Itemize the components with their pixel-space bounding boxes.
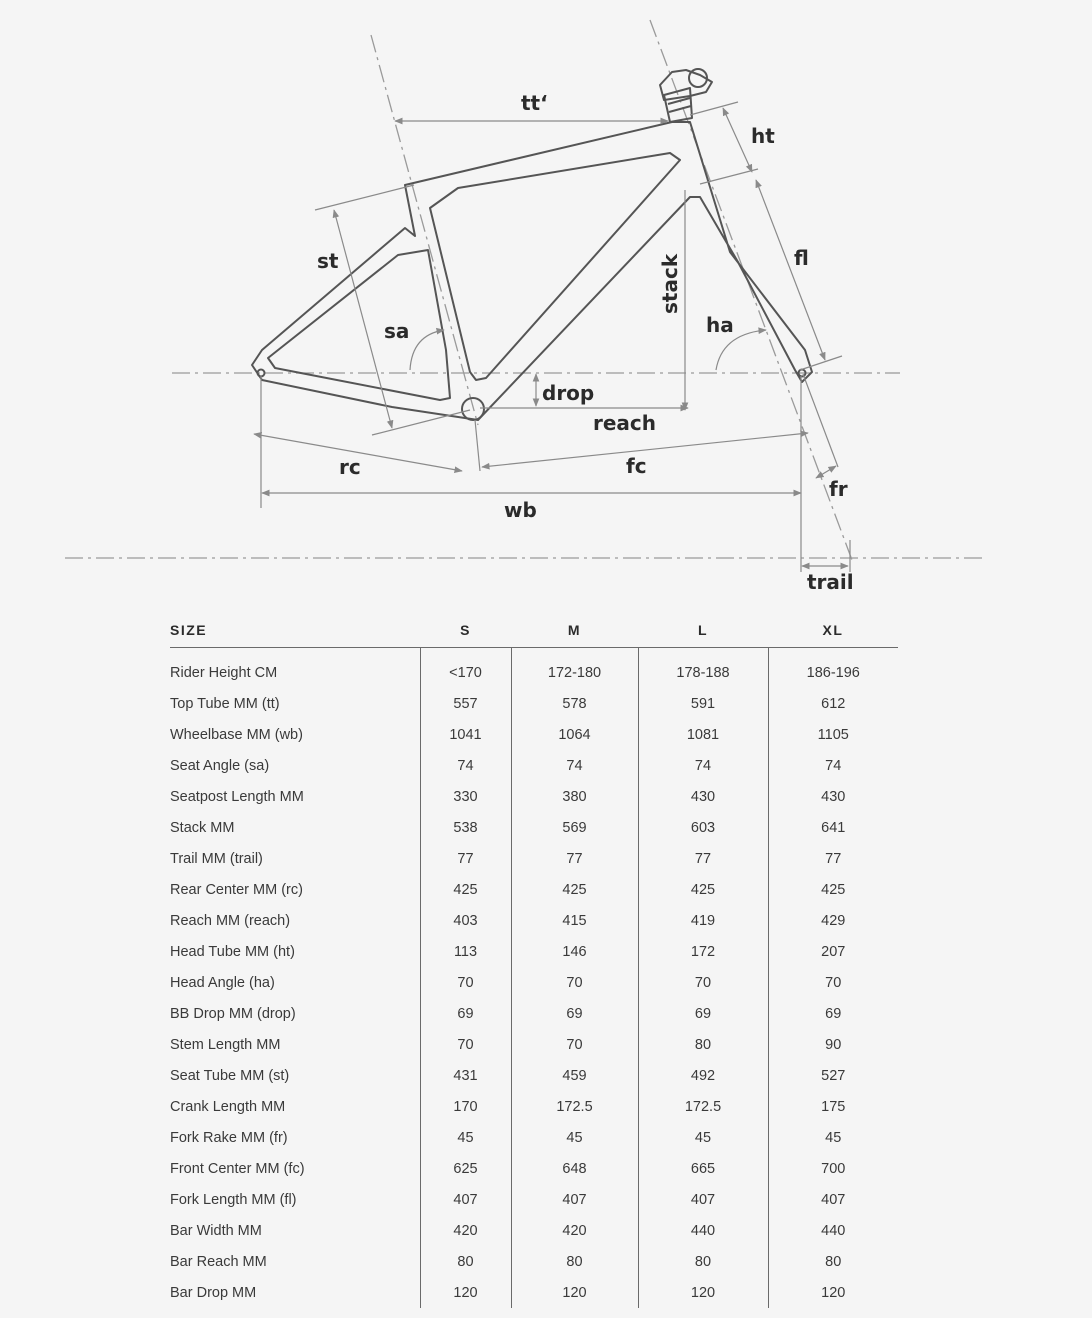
cell-s: 431	[420, 1060, 511, 1091]
cell-m: 69	[511, 998, 638, 1029]
row-label: Trail MM (trail)	[170, 850, 263, 867]
fl-line	[756, 180, 825, 360]
cell-m: 172-180	[511, 648, 638, 689]
table-body	[170, 648, 898, 1309]
cell-s: 70	[420, 967, 511, 998]
fork-offset-line	[803, 374, 838, 467]
cell-s: 69	[420, 998, 511, 1029]
cell-l: 80	[638, 1029, 768, 1060]
cell-m: 380	[511, 781, 638, 812]
cell-m: 120	[511, 1277, 638, 1308]
cell-l: 69	[638, 998, 768, 1029]
label-sa: sa	[384, 319, 410, 343]
table-row	[170, 648, 898, 689]
label-wb: wb	[504, 498, 537, 522]
cell-l: 70	[638, 967, 768, 998]
cell-s: 120	[420, 1277, 511, 1308]
cell-s: 77	[420, 843, 511, 874]
cell-l: 77	[638, 843, 768, 874]
label-trail: trail	[807, 570, 854, 594]
table-row	[170, 1215, 898, 1246]
table-row	[170, 719, 898, 750]
cell-m: 70	[511, 1029, 638, 1060]
table-row	[170, 688, 898, 719]
fl-ext-line	[800, 356, 842, 370]
cell-s: 330	[420, 781, 511, 812]
table-row	[170, 1153, 898, 1184]
row-label: Fork Length MM (fl)	[170, 1191, 297, 1208]
label-tt: tt‘	[521, 91, 548, 115]
cell-m: 80	[511, 1246, 638, 1277]
cell-xl: 425	[768, 874, 898, 905]
cell-xl: 527	[768, 1060, 898, 1091]
cell-m: 146	[511, 936, 638, 967]
cell-m: 1064	[511, 719, 638, 750]
cell-l: 1081	[638, 719, 768, 750]
row-label: Wheelbase MM (wb)	[170, 726, 303, 743]
cell-xl: 45	[768, 1122, 898, 1153]
geometry-table	[170, 612, 898, 1308]
cell-s: 625	[420, 1153, 511, 1184]
row-label: Reach MM (reach)	[170, 912, 291, 929]
row-label: Crank Length MM	[170, 1098, 286, 1115]
row-label: Bar Reach MM	[170, 1253, 267, 1270]
cell-xl: 430	[768, 781, 898, 812]
ht-line	[723, 108, 752, 172]
cell-xl: 440	[768, 1215, 898, 1246]
cell-m: 45	[511, 1122, 638, 1153]
cell-s: 557	[420, 688, 511, 719]
rear-triangle-cutout	[268, 250, 450, 400]
label-rc: rc	[339, 455, 361, 479]
cell-l: 172.5	[638, 1091, 768, 1122]
cell-m: 77	[511, 843, 638, 874]
row-label: Front Center MM (fc)	[170, 1160, 305, 1177]
cell-l: 492	[638, 1060, 768, 1091]
row-label: Seat Tube MM (st)	[170, 1067, 290, 1084]
cell-m: 578	[511, 688, 638, 719]
cell-s: 538	[420, 812, 511, 843]
table-row	[170, 1122, 898, 1153]
cell-s: 80	[420, 1246, 511, 1277]
cell-l: 178-188	[638, 648, 768, 689]
cell-l: 407	[638, 1184, 768, 1215]
cell-xl: 207	[768, 936, 898, 967]
cell-s: 45	[420, 1122, 511, 1153]
cell-xl: 429	[768, 905, 898, 936]
label-fl: fl	[794, 246, 809, 270]
cell-xl: 74	[768, 750, 898, 781]
row-label: Seat Angle (sa)	[170, 757, 270, 774]
table-row	[170, 1246, 898, 1277]
label-fr: fr	[829, 477, 848, 501]
cell-m: 407	[511, 1184, 638, 1215]
cell-s: 1041	[420, 719, 511, 750]
cell-s: 170	[420, 1091, 511, 1122]
cell-xl: 80	[768, 1246, 898, 1277]
table-row	[170, 812, 898, 843]
table-row	[170, 1091, 898, 1122]
cell-m: 415	[511, 905, 638, 936]
cell-m: 70	[511, 967, 638, 998]
table-row	[170, 750, 898, 781]
table-row	[170, 874, 898, 905]
table-row	[170, 967, 898, 998]
cell-xl: 175	[768, 1091, 898, 1122]
row-label: Fork Rake MM (fr)	[170, 1129, 288, 1146]
row-label: Head Angle (ha)	[170, 974, 275, 991]
cell-l: 665	[638, 1153, 768, 1184]
row-label: Seatpost Length MM	[170, 788, 304, 805]
cell-m: 425	[511, 874, 638, 905]
table-row	[170, 936, 898, 967]
row-label: Stack MM	[170, 819, 235, 836]
cell-m: 172.5	[511, 1091, 638, 1122]
cell-m: 459	[511, 1060, 638, 1091]
row-label: Rider Height CM	[170, 664, 278, 681]
cell-l: 120	[638, 1277, 768, 1308]
cell-l: 419	[638, 905, 768, 936]
label-drop: drop	[542, 381, 595, 405]
cell-xl: 700	[768, 1153, 898, 1184]
cell-xl: 120	[768, 1277, 898, 1308]
cell-s: 70	[420, 1029, 511, 1060]
cell-s: 407	[420, 1184, 511, 1215]
table-row	[170, 1029, 898, 1060]
cell-xl: 90	[768, 1029, 898, 1060]
frame-outline	[252, 69, 812, 420]
cell-m: 74	[511, 750, 638, 781]
cell-xl: 186-196	[768, 648, 898, 689]
label-ht: ht	[751, 124, 775, 148]
row-label: Stem Length MM	[170, 1036, 281, 1053]
header-xl: XL	[768, 612, 898, 648]
row-label: Head Tube MM (ht)	[170, 943, 295, 960]
label-st: st	[317, 249, 339, 273]
cell-l: 80	[638, 1246, 768, 1277]
label-reach: reach	[593, 411, 657, 435]
cell-l: 425	[638, 874, 768, 905]
st-ext-line-2	[372, 410, 470, 435]
cell-l: 74	[638, 750, 768, 781]
cell-xl: 69	[768, 998, 898, 1029]
cell-xl: 70	[768, 967, 898, 998]
table-header-row	[170, 612, 898, 648]
st-ext-line	[315, 185, 414, 210]
header-s: S	[420, 612, 511, 648]
table-row	[170, 1277, 898, 1308]
front-triangle-cutout	[430, 153, 680, 380]
row-label: Bar Width MM	[170, 1222, 262, 1239]
table-row	[170, 1060, 898, 1091]
cell-s: 74	[420, 750, 511, 781]
cell-l: 430	[638, 781, 768, 812]
label-stack: stack	[658, 253, 682, 314]
cell-s: 403	[420, 905, 511, 936]
sa-arc	[410, 330, 444, 370]
cell-xl: 1105	[768, 719, 898, 750]
cell-l: 591	[638, 688, 768, 719]
cell-l: 45	[638, 1122, 768, 1153]
cell-s: <170	[420, 648, 511, 689]
ht-ext-line-1	[690, 102, 738, 115]
cell-m: 420	[511, 1215, 638, 1246]
label-fc: fc	[626, 454, 647, 478]
cell-s: 425	[420, 874, 511, 905]
cell-xl: 641	[768, 812, 898, 843]
cell-l: 440	[638, 1215, 768, 1246]
row-label: Bar Drop MM	[170, 1284, 257, 1301]
cell-xl: 77	[768, 843, 898, 874]
seat-axis-line	[371, 35, 478, 425]
table-row	[170, 843, 898, 874]
cell-s: 113	[420, 936, 511, 967]
header-m: M	[511, 612, 638, 648]
table-row	[170, 1184, 898, 1215]
header-size: SIZE	[170, 612, 420, 648]
row-label: Rear Center MM (rc)	[170, 881, 303, 898]
cell-s: 420	[420, 1215, 511, 1246]
cell-l: 172	[638, 936, 768, 967]
header-l: L	[638, 612, 768, 648]
bike-geometry-diagram	[0, 0, 1092, 600]
cell-xl: 407	[768, 1184, 898, 1215]
table-row	[170, 781, 898, 812]
cell-m: 569	[511, 812, 638, 843]
row-label: BB Drop MM (drop)	[170, 1005, 296, 1022]
label-ha: ha	[706, 313, 734, 337]
row-label: Top Tube MM (tt)	[170, 695, 280, 712]
cell-xl: 612	[768, 688, 898, 719]
table-row	[170, 905, 898, 936]
cell-m: 648	[511, 1153, 638, 1184]
bb-ext-line	[475, 420, 480, 471]
cell-l: 603	[638, 812, 768, 843]
table-row	[170, 998, 898, 1029]
